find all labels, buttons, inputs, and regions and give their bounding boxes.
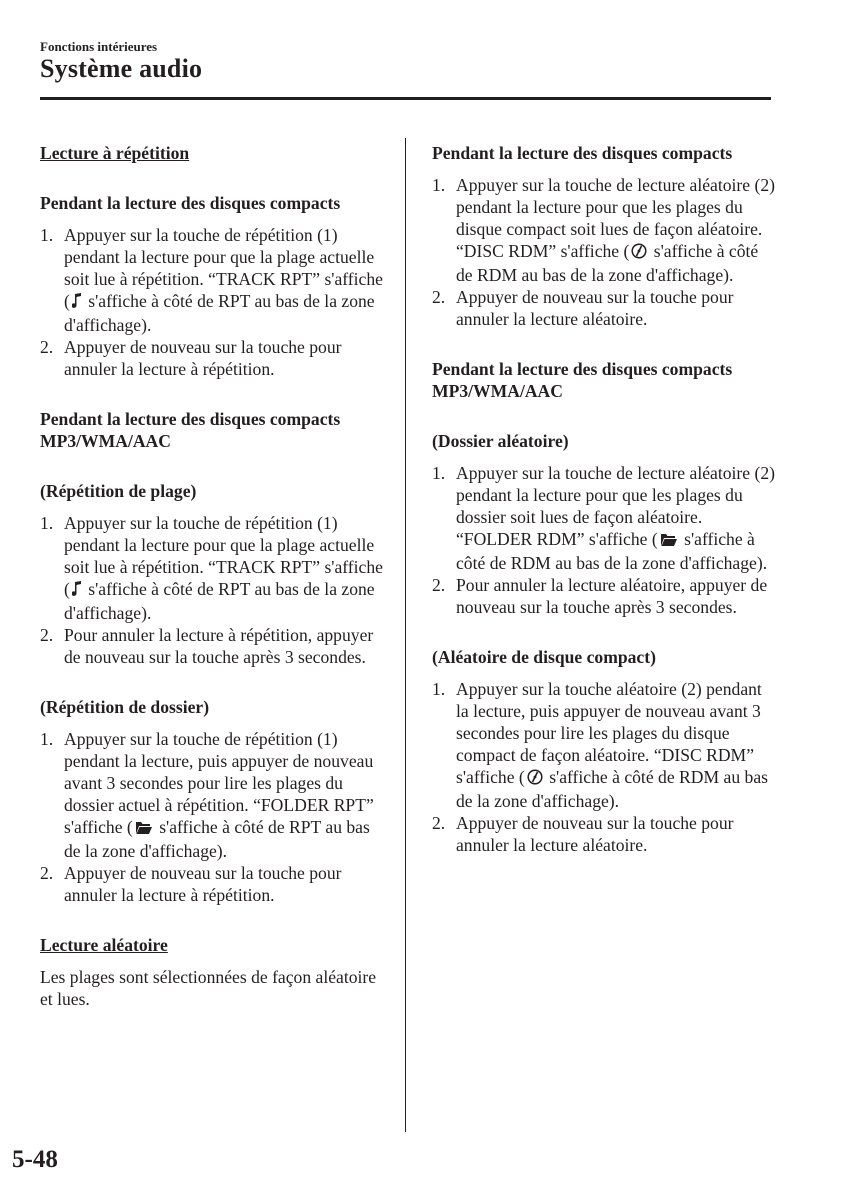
- item-number: 1.: [40, 513, 54, 533]
- list-item: [432, 174, 776, 286]
- item-text: Pour annuler la lecture aléatoire, appuyer de nouveau sur la touche après 3 secondes.: [456, 575, 768, 617]
- item-text: Appuyer sur la touche de lecture aléatoire (2) pendant la lecture pour que les plages du disque compact soit lues de façon aléatoire. “DISC RDM” s'affiche (: [456, 175, 775, 261]
- folder-random-list: [432, 462, 776, 618]
- shuffle-disc-icon: [527, 768, 543, 790]
- list-item: [40, 512, 388, 624]
- track-repeat-list: [40, 512, 388, 668]
- music-note-icon: [72, 580, 82, 602]
- item-text: Appuyer sur la touche de répétition (1) pendant la lecture, puis appuyer de nouveau avant 3 secondes pour lire les plages du dossier actuel à répétition. “FOLDER RPT” s'affiche (: [64, 729, 374, 837]
- item-text: Appuyer de nouveau sur la touche pour annuler la lecture à répétition.: [64, 337, 342, 379]
- item-text: Appuyer sur la touche aléatoire (2) pendant la lecture, puis appuyer de nouveau avant 3 secondes pour lire les plages du disque compact de façon aléatoire. “DISC RDM” s'affiche (: [456, 679, 762, 787]
- track-repeat-heading: (Répétition de plage): [40, 481, 197, 501]
- cd-heading: Pendant la lecture des disques compacts: [40, 193, 341, 213]
- mp3-heading: [432, 358, 776, 402]
- list-item: [432, 462, 776, 574]
- mp3-heading: [40, 408, 388, 452]
- item-number: 2.: [432, 287, 446, 307]
- repeat-heading: Lecture à répétition: [40, 143, 190, 163]
- cd-random-list: [432, 174, 776, 330]
- mp3-heading-line2: MP3/WMA/AAC: [432, 381, 563, 401]
- item-text: Appuyer de nouveau sur la touche pour annuler la lecture aléatoire.: [456, 287, 734, 329]
- page-number: 5-48: [12, 1146, 58, 1173]
- mp3-heading-line1: Pendant la lecture des disques compacts: [432, 359, 733, 379]
- item-number: 1.: [432, 175, 446, 195]
- list-item: [40, 224, 388, 336]
- mp3-heading-line2: MP3/WMA/AAC: [40, 431, 171, 451]
- item-text: Appuyer de nouveau sur la touche pour annuler la lecture à répétition.: [64, 863, 342, 905]
- page-title: Système audio: [40, 54, 203, 83]
- item-text: s'affiche à côté de RPT au bas de la zone d'affichage).: [64, 817, 370, 861]
- item-text: Appuyer de nouveau sur la touche pour annuler la lecture aléatoire.: [456, 813, 734, 855]
- item-text: Appuyer sur la touche de lecture aléatoire (2) pendant la lecture pour que les plages du dossier soit lues de façon aléatoire. “FOLDER RDM” s'affiche (: [456, 463, 775, 549]
- cd-repeat-list: [40, 224, 388, 380]
- folder-icon: [135, 818, 153, 840]
- section-kicker: Fonctions intérieures: [40, 39, 158, 54]
- list-item: [40, 624, 388, 668]
- item-number: 2.: [432, 813, 446, 833]
- folder-repeat-heading: (Répétition de dossier): [40, 697, 210, 717]
- list-item: [432, 574, 776, 618]
- disc-random-list: [432, 678, 776, 856]
- right-column: [432, 142, 776, 856]
- music-note-icon: [72, 292, 82, 314]
- shuffle-disc-icon: [631, 242, 647, 264]
- item-number: 2.: [40, 863, 54, 883]
- item-text: s'affiche à côté de RDM au bas de la zone d'affichage).: [456, 767, 768, 811]
- left-column: [40, 142, 388, 1010]
- item-text: s'affiche à côté de RPT au bas de la zone d'affichage).: [64, 579, 375, 623]
- list-item: [432, 286, 776, 330]
- item-number: 2.: [432, 575, 446, 595]
- list-item: [432, 678, 776, 812]
- list-item: [40, 336, 388, 380]
- list-item: [432, 812, 776, 856]
- item-number: 1.: [432, 679, 446, 699]
- item-text: s'affiche à côté de RDM au bas de la zone d'affichage).: [456, 241, 759, 285]
- item-number: 1.: [40, 225, 54, 245]
- item-text: Appuyer sur la touche de répétition (1) pendant la lecture pour que la plage actuelle soit lue à répétition. “TRACK RPT” s'affiche (: [64, 225, 383, 311]
- item-text: s'affiche à côté de RPT au bas de la zone d'affichage).: [64, 291, 375, 335]
- random-body: Les plages sont sélectionnées de façon aléatoire et lues.: [40, 967, 377, 1009]
- folder-random-heading: (Dossier aléatoire): [432, 431, 569, 451]
- item-number: 1.: [40, 729, 54, 749]
- column-divider: [405, 138, 406, 1132]
- folder-repeat-list: [40, 728, 388, 906]
- list-item: [40, 862, 388, 906]
- item-number: 2.: [40, 625, 54, 645]
- item-text: s'affiche à côté de RDM au bas de la zone d'affichage).: [456, 529, 768, 573]
- item-number: 1.: [432, 463, 446, 483]
- item-text: Pour annuler la lecture à répétition, appuyer de nouveau sur la touche après 3 secondes.: [64, 625, 374, 667]
- title-rule: [40, 97, 771, 100]
- cd-heading: Pendant la lecture des disques compacts: [432, 143, 733, 163]
- item-text: Appuyer sur la touche de répétition (1) pendant la lecture pour que la plage actuelle soit lue à répétition. “TRACK RPT” s'affiche (: [64, 513, 383, 599]
- folder-icon: [660, 530, 678, 552]
- disc-random-heading: (Aléatoire de disque compact): [432, 647, 656, 667]
- mp3-heading-line1: Pendant la lecture des disques compacts: [40, 409, 341, 429]
- random-heading: Lecture aléatoire: [40, 935, 168, 955]
- item-number: 2.: [40, 337, 54, 357]
- list-item: [40, 728, 388, 862]
